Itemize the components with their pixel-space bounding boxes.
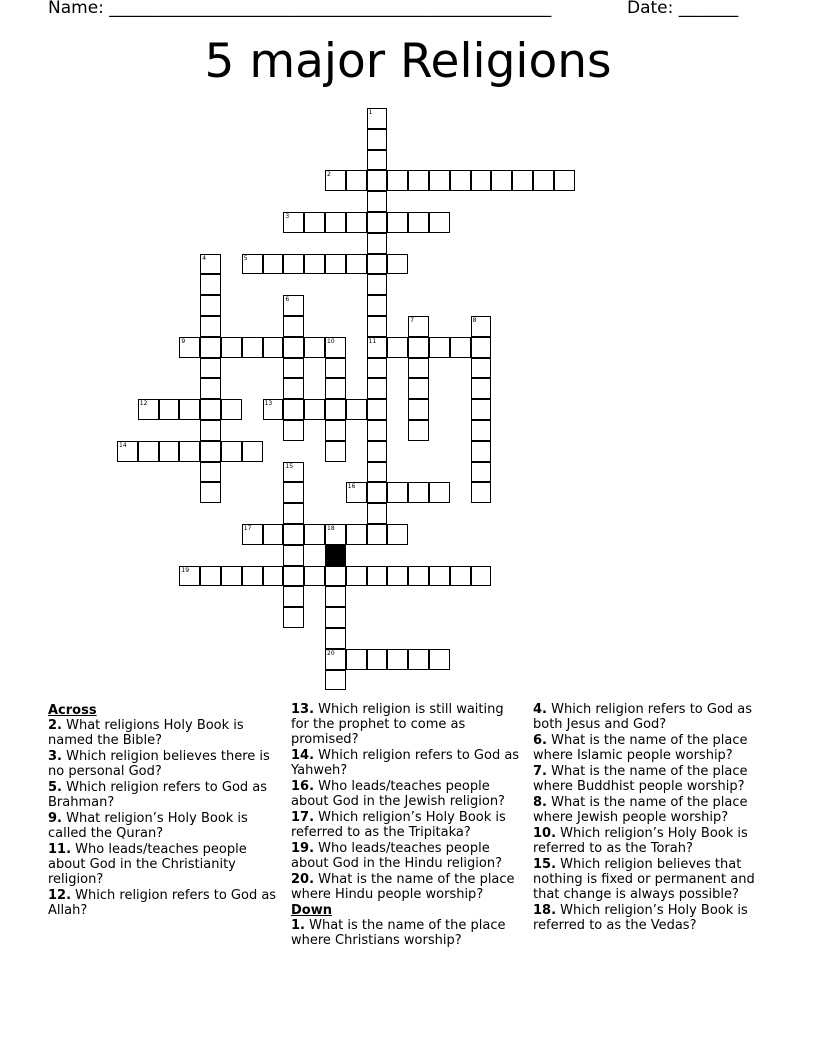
- clue-number-9: 9: [181, 337, 186, 345]
- clue-item: [533, 903, 765, 933]
- clue-number-12: 12: [139, 400, 148, 408]
- clue-item: [48, 888, 280, 918]
- clue-number-18: 18: [327, 525, 335, 532]
- grid-cell[interactable]: [429, 170, 450, 191]
- grid-cell[interactable]: [429, 337, 450, 358]
- grid-cell[interactable]: [533, 170, 554, 191]
- clue-number: 14.: [291, 748, 315, 763]
- grid-cell[interactable]: [471, 482, 492, 503]
- grid-cell[interactable]: [200, 420, 221, 441]
- grid-cell[interactable]: [283, 503, 304, 524]
- grid-cell[interactable]: [283, 358, 304, 379]
- grid-cell[interactable]: [304, 399, 325, 420]
- clue-number-6: 6: [285, 296, 290, 304]
- grid-cell[interactable]: [387, 254, 408, 275]
- grid-cell[interactable]: [554, 170, 575, 191]
- clue-text: Which religion’s Holy Book is referred to as the Tripitaka?: [291, 810, 506, 840]
- grid-cell[interactable]: [367, 503, 388, 524]
- grid-cell[interactable]: [200, 482, 221, 503]
- grid-cell[interactable]: [304, 337, 325, 358]
- clue-number: 17.: [291, 810, 315, 825]
- grid-cell[interactable]: [408, 399, 429, 420]
- clue-number-5: 5: [243, 254, 248, 262]
- clues-column-3: [533, 702, 765, 934]
- grid-cell[interactable]: [325, 607, 346, 628]
- clue-item: [291, 810, 523, 840]
- grid-cell[interactable]: [367, 150, 388, 171]
- clue-text: Which religion’s Holy Book is referred to as the Vedas?: [533, 903, 748, 933]
- grid-cell[interactable]: [221, 399, 242, 420]
- grid-cell[interactable]: [325, 670, 346, 691]
- clue-text: What is the name of the place where Hindu people worship?: [291, 872, 515, 902]
- grid-cell[interactable]: [263, 566, 284, 587]
- grid-cell[interactable]: [200, 566, 221, 587]
- grid-cell[interactable]: [367, 316, 388, 337]
- grid-cell[interactable]: [450, 566, 471, 587]
- grid-cell[interactable]: [263, 337, 284, 358]
- clue-item: [48, 842, 280, 887]
- grid-cell[interactable]: [283, 378, 304, 399]
- grid-cell[interactable]: [367, 274, 388, 295]
- clue-item: [533, 702, 765, 732]
- grid-cell[interactable]: [471, 399, 492, 420]
- grid-cell[interactable]: [325, 378, 346, 399]
- grid-cell[interactable]: [242, 566, 263, 587]
- clue-text: Which religion believes that nothing is fixed or permanent and that change is always possible?: [533, 857, 755, 902]
- clues-column-2: [291, 702, 523, 949]
- black-square: [325, 545, 346, 566]
- clue-text: Who leads/teaches people about God in the Jewish religion?: [291, 779, 505, 809]
- down-heading: Down: [291, 903, 332, 918]
- date-field-label: Date: _______: [627, 0, 739, 18]
- clue-text: Which religion believes there is no personal God?: [48, 749, 270, 779]
- grid-cell[interactable]: [346, 566, 367, 587]
- grid-cell[interactable]: [408, 420, 429, 441]
- grid-cell[interactable]: [325, 441, 346, 462]
- page-title: 5 major Religions: [204, 34, 612, 89]
- grid-cell[interactable]: [471, 337, 492, 358]
- clue-number-19: 19: [181, 566, 190, 574]
- grid-cell[interactable]: [408, 337, 429, 358]
- clue-number: 4.: [533, 702, 547, 717]
- grid-cell[interactable]: [408, 482, 429, 503]
- grid-cell[interactable]: [159, 399, 180, 420]
- grid-cell[interactable]: [367, 358, 388, 379]
- grid-cell[interactable]: [367, 191, 388, 212]
- clue-item: [291, 918, 523, 948]
- grid-cell[interactable]: [367, 482, 388, 503]
- grid-cell[interactable]: [242, 337, 263, 358]
- grid-cell[interactable]: [367, 420, 388, 441]
- clue-number: 11.: [48, 842, 72, 857]
- grid-cell[interactable]: [242, 441, 263, 462]
- clue-number-15: 15: [285, 462, 294, 470]
- grid-cell[interactable]: [367, 462, 388, 483]
- grid-cell[interactable]: [408, 170, 429, 191]
- clue-item: [48, 780, 280, 810]
- clue-number-16: 16: [347, 483, 356, 491]
- clue-number: 3.: [48, 749, 62, 764]
- clue-number: 5.: [48, 780, 62, 795]
- clue-number-14: 14: [119, 441, 127, 449]
- grid-cell[interactable]: [367, 441, 388, 462]
- grid-cell[interactable]: [179, 399, 200, 420]
- grid-cell[interactable]: [283, 524, 304, 545]
- grid-cell[interactable]: [283, 316, 304, 337]
- clue-text: Which religion refers to God as both Jesus and God?: [533, 702, 753, 732]
- grid-cell[interactable]: [159, 441, 180, 462]
- grid-cell[interactable]: [408, 212, 429, 233]
- clue-number: 1.: [291, 918, 305, 933]
- grid-cell[interactable]: [408, 566, 429, 587]
- clue-item: [533, 795, 765, 825]
- clue-number: 7.: [533, 764, 547, 779]
- clue-number: 9.: [48, 811, 62, 826]
- clue-number-13: 13: [264, 400, 273, 408]
- grid-cell[interactable]: [200, 316, 221, 337]
- clue-number: 6.: [533, 733, 547, 748]
- grid-cell[interactable]: [200, 337, 221, 358]
- clue-number: 16.: [291, 779, 315, 794]
- grid-cell[interactable]: [263, 524, 284, 545]
- clue-number: 20.: [291, 872, 315, 887]
- clue-number-10: 10: [327, 337, 335, 345]
- clue-item: [48, 749, 280, 779]
- grid-cell[interactable]: [367, 129, 388, 150]
- clue-text: Which religion refers to God as Brahman?: [48, 780, 268, 810]
- clue-item: [291, 872, 523, 902]
- across-heading: Across: [48, 703, 97, 718]
- clues-column-1: [48, 702, 280, 919]
- grid-cell[interactable]: [387, 566, 408, 587]
- clue-number: 15.: [533, 857, 557, 872]
- grid-cell[interactable]: [408, 378, 429, 399]
- grid-cell[interactable]: [367, 254, 388, 275]
- grid-cell[interactable]: [283, 607, 304, 628]
- grid-cell[interactable]: [387, 170, 408, 191]
- grid-cell[interactable]: [346, 254, 367, 275]
- grid-cell[interactable]: [367, 649, 388, 670]
- grid-cell[interactable]: [387, 524, 408, 545]
- grid-cell[interactable]: [346, 170, 367, 191]
- name-field-label: Name: ____________________________________________________: [48, 0, 552, 18]
- grid-cell[interactable]: [221, 441, 242, 462]
- clue-item: [533, 857, 765, 902]
- grid-cell[interactable]: [367, 233, 388, 254]
- grid-cell[interactable]: [221, 566, 242, 587]
- clue-number-11: 11: [368, 337, 377, 345]
- clue-text: What is the name of the place where Jewish people worship?: [533, 795, 748, 825]
- grid-cell[interactable]: [283, 399, 304, 420]
- grid-cell[interactable]: [138, 441, 159, 462]
- grid-cell[interactable]: [283, 254, 304, 275]
- grid-cell[interactable]: [325, 399, 346, 420]
- grid-cell[interactable]: [325, 566, 346, 587]
- clue-text: Which religion is still waiting for the prophet to come as promised?: [291, 702, 504, 747]
- grid-cell[interactable]: [325, 358, 346, 379]
- grid-cell[interactable]: [367, 295, 388, 316]
- grid-cell[interactable]: [471, 462, 492, 483]
- grid-cell[interactable]: [283, 337, 304, 358]
- grid-cell[interactable]: [325, 586, 346, 607]
- clue-number-7: 7: [410, 317, 415, 324]
- grid-cell[interactable]: [367, 170, 388, 191]
- clue-number-1: 1: [368, 109, 373, 116]
- grid-cell[interactable]: [471, 441, 492, 462]
- clue-item: [533, 826, 765, 856]
- grid-cell[interactable]: [346, 212, 367, 233]
- grid-cell[interactable]: [221, 337, 242, 358]
- grid-cell[interactable]: [471, 378, 492, 399]
- grid-cell[interactable]: [179, 441, 200, 462]
- grid-cell[interactable]: [387, 337, 408, 358]
- grid-cell[interactable]: [429, 649, 450, 670]
- clue-text: Which religion refers to God as Yahweh?: [291, 748, 520, 778]
- grid-cell[interactable]: [200, 274, 221, 295]
- grid-cell[interactable]: [471, 358, 492, 379]
- grid-cell[interactable]: [471, 420, 492, 441]
- grid-cell[interactable]: [512, 170, 533, 191]
- clue-text: What religions Holy Book is named the Bible?: [48, 718, 244, 748]
- grid-cell[interactable]: [283, 482, 304, 503]
- clue-number-3: 3: [285, 213, 290, 220]
- clue-number-4: 4: [202, 254, 207, 262]
- grid-cell[interactable]: [325, 254, 346, 275]
- clue-number-20: 20: [327, 649, 335, 657]
- grid-cell[interactable]: [283, 586, 304, 607]
- clue-number: 10.: [533, 826, 557, 841]
- grid-cell[interactable]: [304, 212, 325, 233]
- clue-item: [291, 702, 523, 747]
- grid-cell[interactable]: [346, 524, 367, 545]
- clue-number: 19.: [291, 841, 315, 856]
- grid-cell[interactable]: [200, 295, 221, 316]
- clue-number-8: 8: [472, 317, 477, 324]
- clue-text: Which religion refers to God as Allah?: [48, 888, 277, 918]
- clue-item: [533, 764, 765, 794]
- grid-cell[interactable]: [283, 420, 304, 441]
- grid-cell[interactable]: [408, 358, 429, 379]
- clue-text: What is the name of the place where Islamic people worship?: [533, 733, 748, 763]
- grid-cell[interactable]: [408, 649, 429, 670]
- clue-item: [291, 748, 523, 778]
- grid-cell[interactable]: [491, 170, 512, 191]
- clue-number-2: 2: [327, 171, 331, 179]
- clue-number: 2.: [48, 718, 62, 733]
- grid-cell[interactable]: [283, 566, 304, 587]
- grid-cell[interactable]: [387, 649, 408, 670]
- grid-cell[interactable]: [367, 212, 388, 233]
- grid-cell[interactable]: [387, 212, 408, 233]
- grid-cell[interactable]: [200, 462, 221, 483]
- grid-cell[interactable]: [200, 378, 221, 399]
- grid-cell[interactable]: [304, 254, 325, 275]
- grid-cell[interactable]: [346, 399, 367, 420]
- clue-text: What is the name of the place where Christians worship?: [291, 918, 506, 948]
- grid-cell[interactable]: [304, 524, 325, 545]
- grid-cell[interactable]: [200, 358, 221, 379]
- clue-text: Who leads/teaches people about God in the Hindu religion?: [291, 841, 502, 871]
- grid-cell[interactable]: [346, 649, 367, 670]
- grid-cell[interactable]: [471, 566, 492, 587]
- clue-item: [48, 718, 280, 748]
- grid-cell[interactable]: [325, 420, 346, 441]
- clue-number: 18.: [533, 903, 557, 918]
- grid-cell[interactable]: [367, 566, 388, 587]
- grid-cell[interactable]: [263, 254, 284, 275]
- clue-text: What religion’s Holy Book is called the Quran?: [48, 811, 248, 841]
- clue-item: [291, 779, 523, 809]
- grid-cell[interactable]: [471, 170, 492, 191]
- clue-number-17: 17: [243, 525, 252, 532]
- grid-cell[interactable]: [367, 524, 388, 545]
- grid-cell[interactable]: [429, 212, 450, 233]
- grid-cell[interactable]: [450, 337, 471, 358]
- grid-cell[interactable]: [429, 566, 450, 587]
- clue-number: 8.: [533, 795, 547, 810]
- grid-cell[interactable]: [450, 170, 471, 191]
- clue-number: 13.: [291, 702, 315, 717]
- grid-cell[interactable]: [387, 482, 408, 503]
- clue-number: 12.: [48, 888, 72, 903]
- grid-cell[interactable]: [325, 212, 346, 233]
- grid-cell[interactable]: [325, 628, 346, 649]
- clue-text: What is the name of the place where Buddhist people worship?: [533, 764, 748, 794]
- grid-cell[interactable]: [367, 378, 388, 399]
- grid-cell[interactable]: [200, 441, 221, 462]
- grid-cell[interactable]: [283, 545, 304, 566]
- clue-item: [533, 733, 765, 763]
- clue-text: Which religion’s Holy Book is referred to as the Torah?: [533, 826, 748, 856]
- grid-cell[interactable]: [367, 399, 388, 420]
- grid-cell[interactable]: [304, 566, 325, 587]
- clue-item: [291, 841, 523, 871]
- grid-cell[interactable]: [200, 399, 221, 420]
- clue-item: [48, 811, 280, 841]
- clue-text: Who leads/teaches people about God in the Christianity religion?: [48, 842, 247, 887]
- grid-cell[interactable]: [429, 482, 450, 503]
